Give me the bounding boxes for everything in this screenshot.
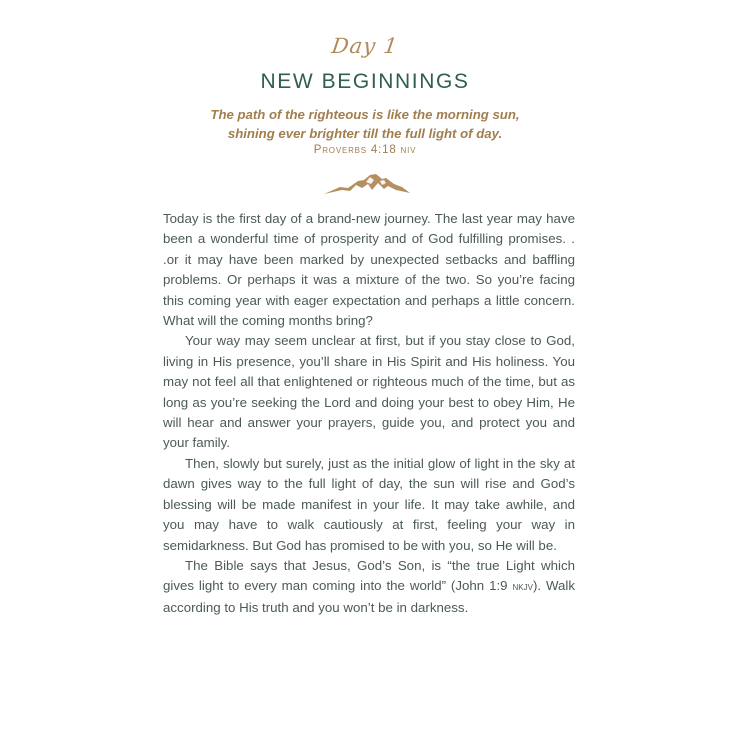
verse-line-2: shining ever brighter till the full light of day. — [227, 126, 503, 141]
verse-line-1: The path of the righteous is like the morning sun, — [210, 107, 520, 122]
verse-reference: Proverbs 4:18 niv — [313, 144, 417, 156]
paragraph-4 — [163, 556, 575, 618]
bible-version: nkjv — [512, 581, 533, 594]
page-title: NEW BEGINNINGS — [260, 70, 470, 93]
paragraph-1: Today is the first day of a brand-new journey. The last year may have been a wonderful time of prosperity and of God fulfilling promises. . .or it may have been marked by unexpected setbacks and baffling problems. Or perhaps it was a mixture of the two. So you’re facing this coming year with eager expectation and perhaps a little concern. What will the coming months bring? — [163, 211, 575, 329]
day-label: Day 1 — [330, 34, 400, 58]
paragraph-3: Then, slowly but surely, just as the initial glow of light in the sky at dawn gives way to the full light of day, the sun will rise and God’s blessing will be made manifest in your life. It may take awhile, and you may have to walk cautiously at first, feeling your way in semidarkness. But God has promised to be with you, so He will be. — [163, 455, 575, 553]
mountain-icon — [322, 170, 412, 196]
verse-quote — [0, 105, 730, 143]
body-text — [163, 209, 575, 618]
paragraph-4-text-b: ). Walk according to His truth and you won’t be in darkness. — [163, 578, 576, 615]
paragraph-4-text-a: The Bible says that Jesus, God’s Son, is “the true Light which gives light to every man coming into the world” (John 1:9 — [163, 557, 575, 594]
paragraph-2: Your way may seem unclear at first, but if you stay close to God, living in His presence, you’ll share in His Spirit and His holiness. You may not feel all that enlightened or righteous much of the time, but as long as you’re seeking the Lord and doing your best to obey Him, He will hear and answer your prayers, guide you, and protect you and your family. — [163, 333, 575, 451]
